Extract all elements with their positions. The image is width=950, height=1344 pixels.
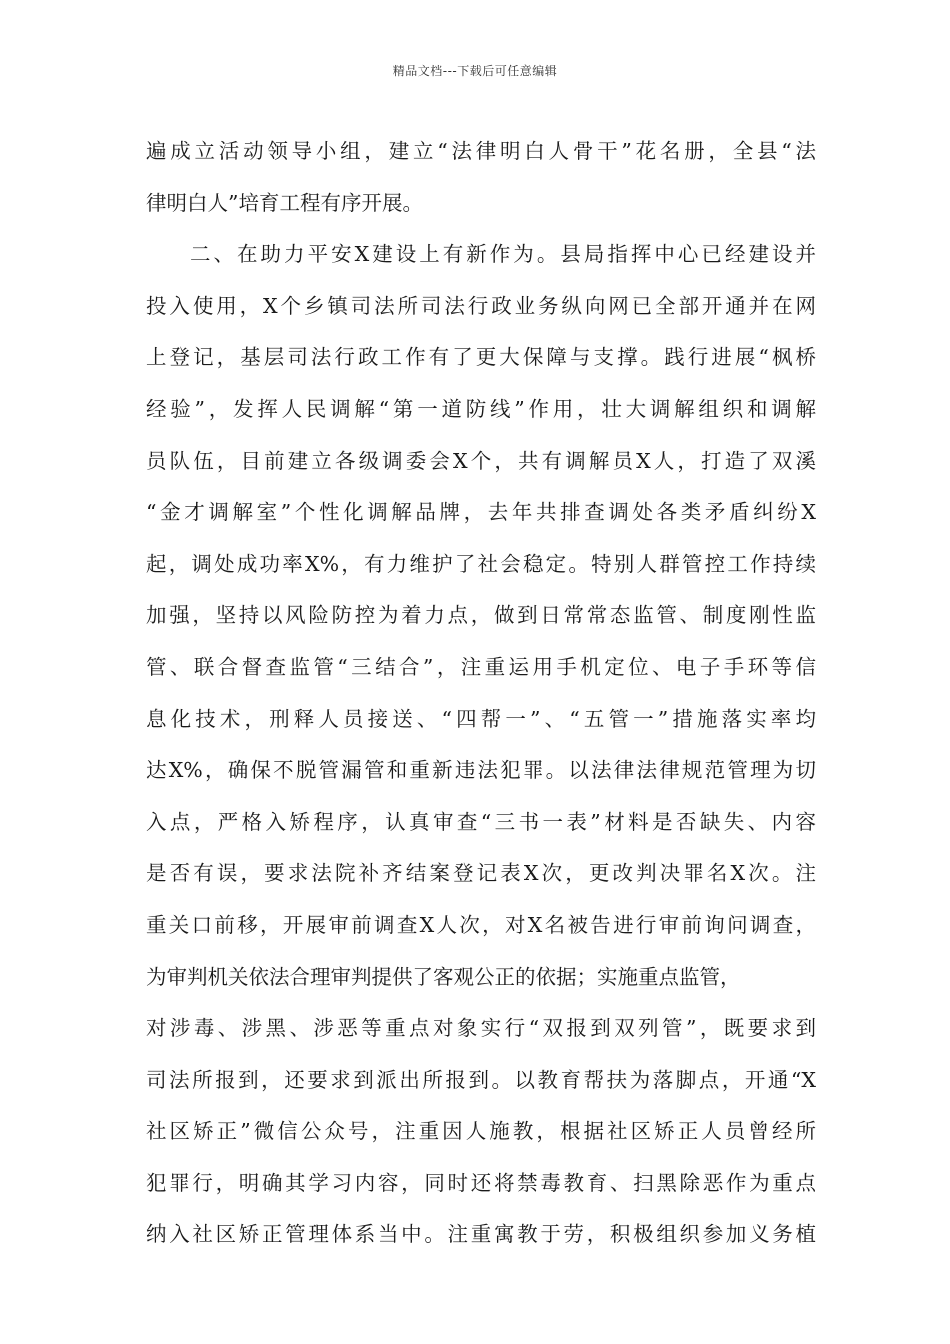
text-line: 起，调处成功率X%，有力维护了社会稳定。特别人群管控工作持续: [146, 551, 816, 576]
text-line: 社区矫正”微信公众号，注重因人施教，根据社区矫正人员曾经所: [146, 1119, 816, 1144]
document-body: [146, 126, 816, 1261]
text-line: 加强，坚持以风险防控为着力点，做到日常常态监管、制度刚性监: [146, 603, 816, 628]
text-line: “金才调解室”个性化调解品牌，去年共排查调处各类矛盾纠纷X: [146, 500, 816, 525]
text-line: 对涉毒、涉黑、涉恶等重点对象实行“双报到双列管”，既要求到: [146, 1016, 816, 1041]
text-line: 为审判机关依法合理审判提供了客观公正的依据；实施重点监管，: [146, 964, 741, 989]
text-line: 遍成立活动领导小组，建立“法律明白人骨干”花名册，全县“法: [146, 139, 816, 163]
text-line: 犯罪行，明确其学习内容，同时还将禁毒教育、扫黑除恶作为重点: [146, 1170, 816, 1195]
text-line: 达X%，确保不脱管漏管和重新违法犯罪。以法律法律规范管理为切: [146, 758, 816, 783]
text-line: 是否有误，要求法院补齐结案登记表X次，更改判决罪名X次。注: [146, 861, 816, 886]
text-line: 入点，严格入矫程序，认真审查“三书一表”材料是否缺失、内容: [146, 809, 816, 834]
text-line: 投入使用，X个乡镇司法所司法行政业务纵向网已全部开通并在网: [146, 293, 816, 318]
text-line: 律明白人”培育工程有序开展。: [146, 190, 423, 215]
text-line: 上登记，基层司法行政工作有了更大保障与支撑。践行进展“枫桥: [146, 345, 816, 370]
text-line: 纳入社区矫正管理体系当中。注重寓教于劳，积极组织参加义务植: [146, 1222, 816, 1247]
text-line: 管、联合督查监管“三结合”，注重运用手机定位、电子手环等信: [146, 654, 816, 679]
page-header: 精品文档---下载后可任意编辑: [392, 64, 558, 78]
text-line: 重关口前移，开展审前调查X人次，对X名被告进行审前询问调查，: [146, 912, 816, 937]
text-line: 员队伍，目前建立各级调委会X个，共有调解员X人，打造了双溪: [146, 448, 816, 473]
text-line: 司法所报到，还要求到派出所报到。以教育帮扶为落脚点，开通“X: [146, 1067, 816, 1092]
text-line: 二、在助力平安X建设上有新作为。县局指挥中心已经建设并: [190, 242, 816, 267]
text-line: 经验”，发挥人民调解“第一道防线”作用，壮大调解组织和调解: [146, 396, 816, 421]
text-line: 息化技术，刑释人员接送、“四帮一”、“五管一”措施落实率均: [146, 706, 816, 731]
